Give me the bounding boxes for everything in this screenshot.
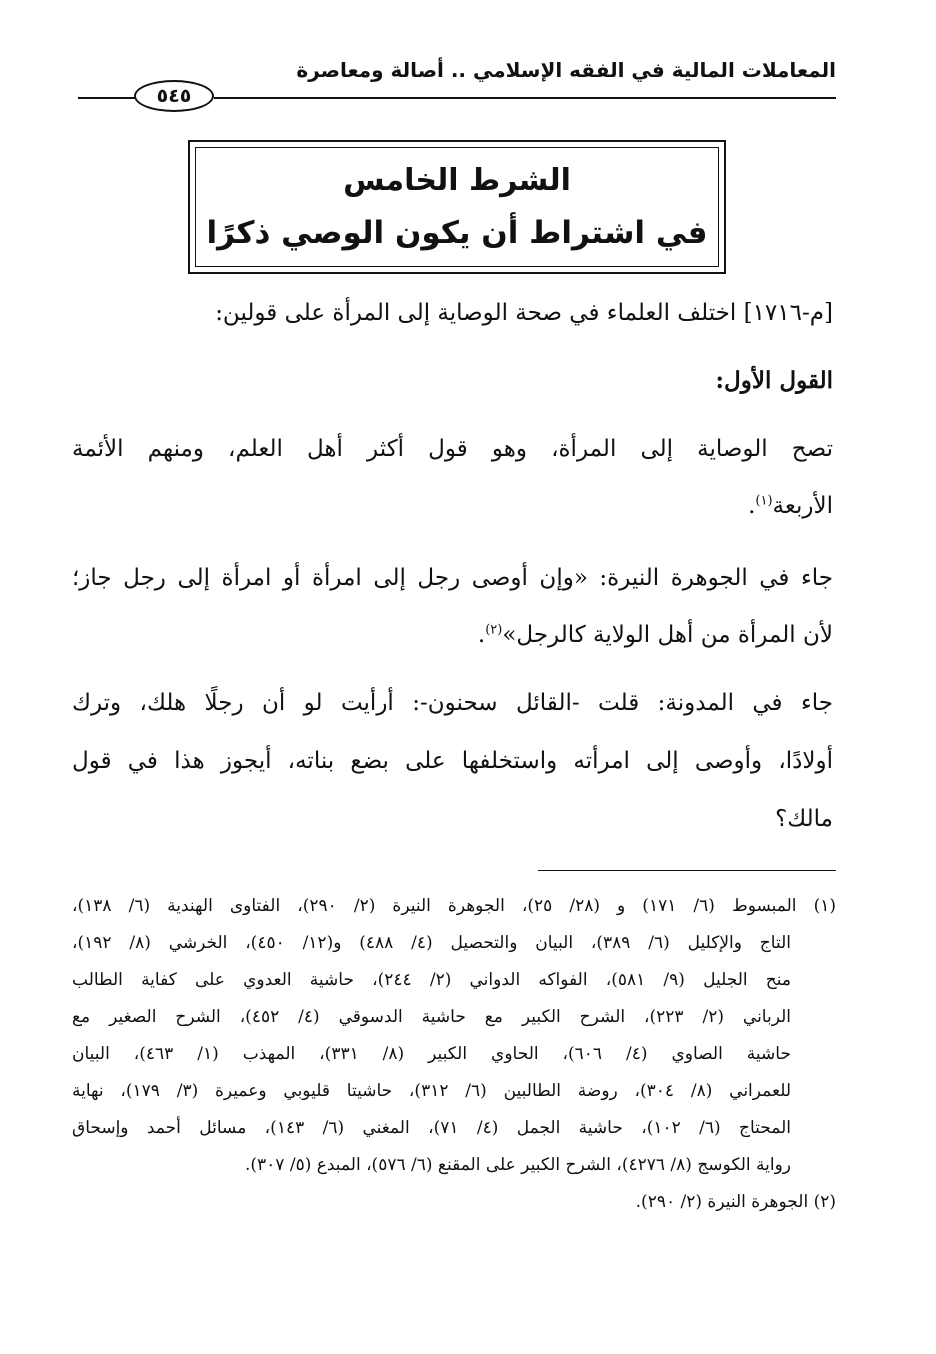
paragraph-2-end: .: [477, 622, 486, 648]
header-rule-right: [214, 97, 836, 99]
paragraph-2-line-2: [478, 622, 833, 648]
footnote-1-line-4: الرباني (٢/ ٢٢٣)، الشرح الكبير مع حاشية الدسوقي (٤/ ٤٥٢)، الشرح الصغير مع: [72, 1007, 791, 1027]
intro-paragraph: [م-١٧١٦] اختلف العلماء في صحة الوصاية إلى المرأة على قولين:: [215, 300, 833, 326]
section-subtitle: في اشتراط أن يكون الوصي ذكرًا: [206, 215, 708, 251]
footnote-1-line-3: منح الجليل (٩/ ٥٨١)، الفواكه الدواني (٢/ ٢٤٤)، حاشية العدوي على كفاية الطالب: [72, 970, 791, 990]
footnote-ref-2[interactable]: (٢): [485, 622, 503, 638]
section-title-inner-frame: [195, 147, 719, 267]
paragraph-2-line-1: جاء في الجوهرة النيرة: «وإن أوصى رجل إلى امرأة أو امرأة إلى رجل جاز؛: [72, 565, 833, 591]
paragraph-3-line-1: جاء في المدونة: قلت -القائل سحنون-: أرأيت لو أن رجلًا هلك، وترك: [72, 690, 833, 716]
running-header-title: المعاملات المالية في الفقه الإسلامي .. أصالة ومعاصرة: [296, 58, 836, 82]
section-title: الشرط الخامس: [343, 163, 571, 198]
paragraph-2-text: لأن المرأة من أهل الولاية كالرجل»: [502, 622, 833, 648]
paragraph-1-line-1: تصح الوصاية إلى المرأة، وهو قول أكثر أهل العلم، ومنهم الأئمة: [72, 436, 833, 462]
footnote-1-line-5: حاشية الصاوي (٤/ ٦٠٦)، الحاوي الكبير (٨/ ٣٣١)، المهذب (١/ ٤٦٣)، البيان: [72, 1044, 791, 1064]
page-number-oval: [134, 80, 214, 112]
paragraph-3-line-2: أولادًا، وأوصى إلى امرأته واستخلفها على بضع بناته، أيجوز هذا في قول: [72, 748, 833, 774]
page-number: ٥٤٥: [156, 85, 192, 107]
footnote-separator: [538, 870, 836, 871]
paragraph-3-line-3: مالك؟: [775, 806, 833, 832]
first-opinion-heading: القول الأول:: [715, 367, 833, 394]
paragraph-1-text: الأربعة: [772, 493, 833, 519]
footnote-1-line-7: المحتاج (٦/ ١٠٢)، حاشية الجمل (٤/ ٧١)، المغني (٦/ ١٤٣)، مسائل أحمد وإسحاق: [72, 1118, 791, 1138]
footnote-1-line-1: (١) المبسوط (٦/ ١٧١) و (٢٨/ ٢٥)، الجوهرة النيرة (٢/ ٢٩٠)، الفتاوى الهندية (٦/ ١٣٨)،: [72, 896, 836, 916]
section-title-frame: [188, 140, 726, 274]
footnote-ref-1[interactable]: (١): [755, 493, 773, 509]
paragraph-1-line-2: [748, 493, 833, 519]
footnote-1-line-8: رواية الكوسج (٨/ ٤٢٧٦)، الشرح الكبير على المقنع (٦/ ٥٧٦)، المبدع (٥/ ٣٠٧).: [244, 1155, 791, 1175]
paragraph-1-end: .: [748, 493, 756, 519]
footnote-1-line-2: التاج والإكليل (٦/ ٣٨٩)، البيان والتحصيل (٤/ ٤٨٨) و(١٢/ ٤٥٠)، الخرشي (٨/ ١٩٢)،: [72, 933, 791, 953]
footnote-2: (٢) الجوهرة النيرة (٢/ ٢٩٠).: [635, 1192, 836, 1212]
header-rule-left: [78, 97, 136, 99]
footnote-1-line-6: للعمراني (٨/ ٣٠٤)، روضة الطالبين (٦/ ٣١٢)، حاشيتا قليوبي وعميرة (٣/ ١٧٩)، نهاية: [72, 1081, 792, 1101]
